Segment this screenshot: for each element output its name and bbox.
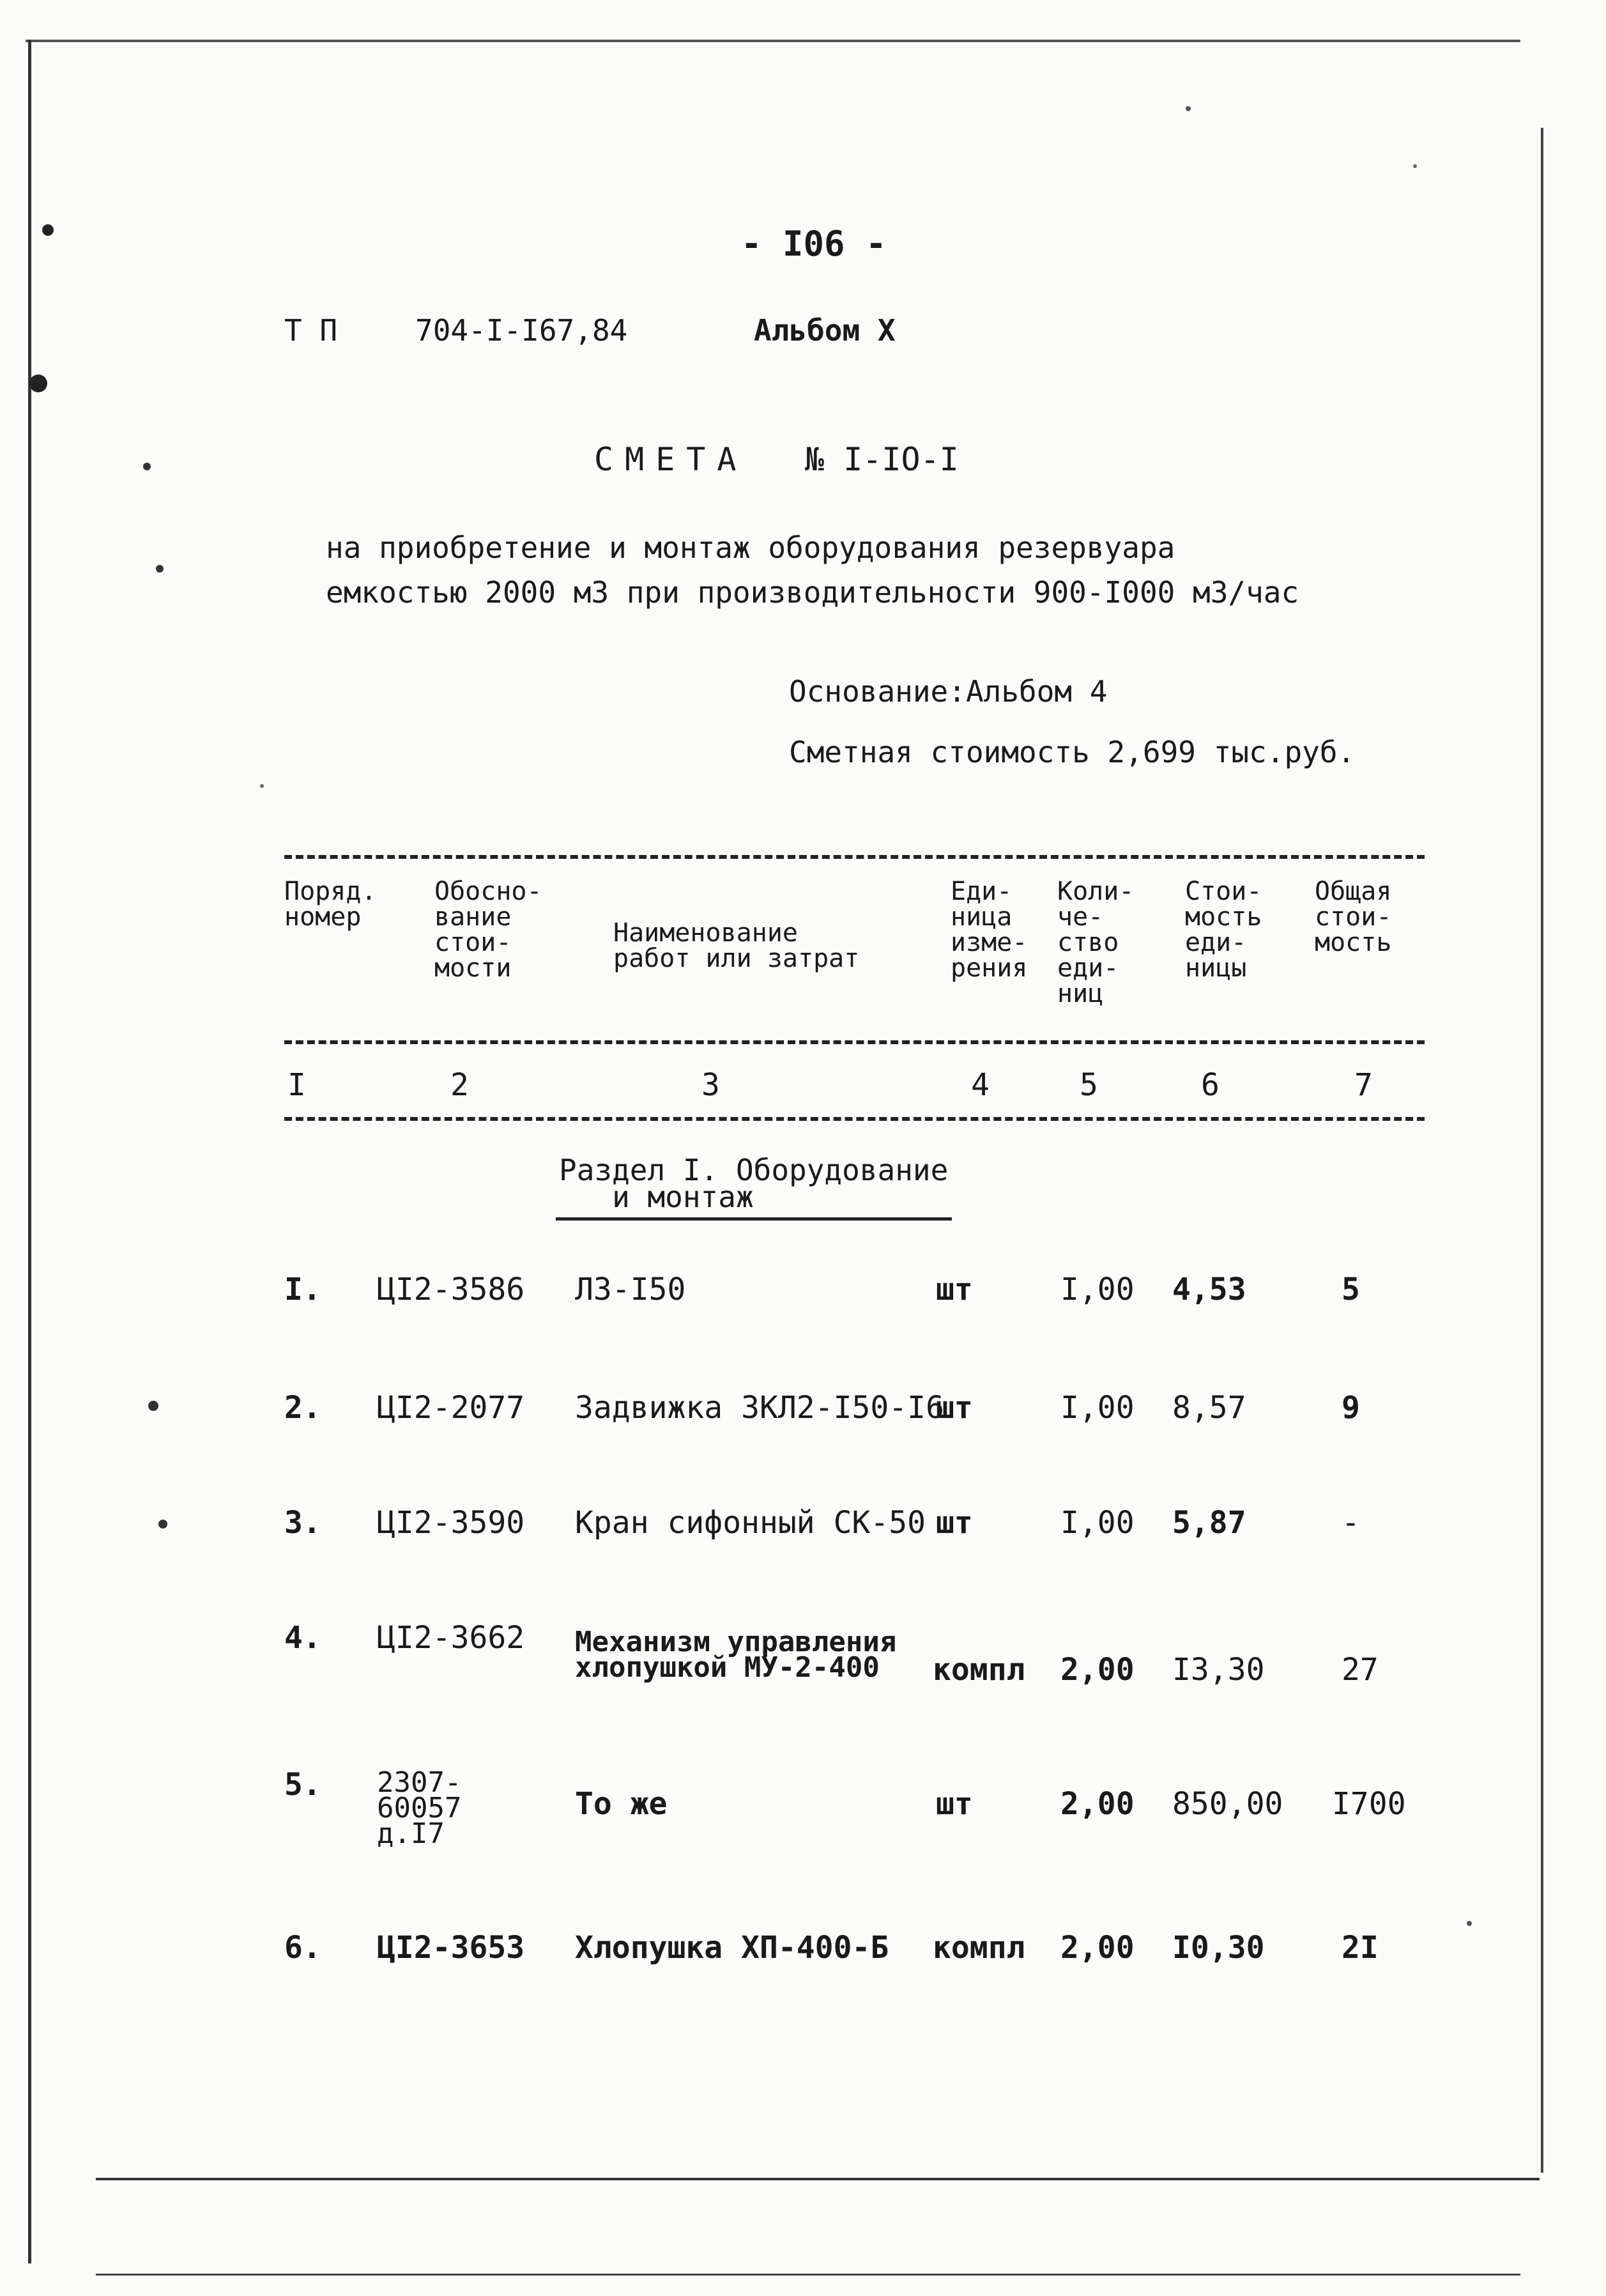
tp-label: Т П — [284, 313, 338, 348]
column-number-4: 4 — [971, 1067, 990, 1103]
row-3-quantity: I,00 — [1060, 1505, 1135, 1541]
row-2-total: 9 — [1342, 1390, 1360, 1426]
header-cost-basis: Обосно- вание стои- мости — [434, 877, 542, 983]
row-5-number: 5. — [284, 1767, 321, 1803]
header-quantity: Коли- че- ство еди- ниц — [1057, 877, 1135, 1008]
column-number-7: 7 — [1354, 1067, 1373, 1103]
row-6-unit: компл — [933, 1930, 1025, 1966]
row-4-name: Механизм управления хлопушкой МУ-2-400 — [575, 1626, 897, 1684]
row-3-basis: ЦI2-3590 — [377, 1505, 525, 1541]
tp-code: 704-I-I67,84 — [415, 313, 628, 348]
row-1-unit-cost: 4,53 — [1172, 1272, 1246, 1307]
row-1-unit: шт — [936, 1272, 973, 1307]
row-5-unit-cost: 850,00 — [1172, 1786, 1283, 1822]
row-6-unit-cost: I0,30 — [1172, 1930, 1265, 1966]
column-number-5: 5 — [1080, 1067, 1098, 1103]
column-number-3: 3 — [701, 1067, 720, 1103]
page-number: - I06 - — [741, 224, 887, 264]
description-line-2: емкостью 2000 м3 при производительности 900-I000 м3/час — [326, 575, 1299, 610]
row-4-total: 27 — [1342, 1652, 1379, 1688]
estimate-title: СМЕТА — [594, 441, 748, 478]
row-5-unit: шт — [936, 1786, 973, 1822]
row-3-unit-cost: 5,87 — [1172, 1505, 1246, 1541]
row-2-unit: шт — [936, 1390, 973, 1426]
header-unit: Еди- ница изме- рения — [951, 877, 1028, 983]
album-label: Альбом X — [754, 313, 896, 348]
row-5-total: I700 — [1332, 1786, 1406, 1822]
header-total-cost: Общая стои- мость — [1315, 877, 1392, 957]
row-1-basis: ЦI2-3586 — [377, 1272, 525, 1307]
header-work-name: Наименование работ или затрат — [613, 918, 860, 973]
row-4-unit-cost: I3,30 — [1172, 1652, 1265, 1688]
row-1-total: 5 — [1342, 1272, 1360, 1307]
description-line-1: на приобретение и монтаж оборудования резервуара — [326, 530, 1175, 565]
row-2-number: 2. — [284, 1390, 321, 1426]
row-3-unit: шт — [936, 1505, 973, 1541]
row-6-name: Хлопушка ХП-400-Б — [575, 1930, 889, 1966]
section-heading: Раздел I. Оборудование и монтаж — [559, 1153, 949, 1214]
column-number-1: I — [287, 1067, 306, 1103]
row-6-quantity: 2,00 — [1060, 1930, 1135, 1966]
row-4-number: 4. — [284, 1620, 321, 1656]
row-3-name: Кран сифонный СК-50 — [575, 1505, 926, 1541]
row-1-number: I. — [284, 1272, 321, 1307]
row-6-total: 2I — [1342, 1930, 1379, 1966]
row-2-name: Задвижка ЗКЛ2-I50-I6 — [575, 1390, 944, 1426]
row-6-basis: ЦI2-3653 — [377, 1930, 525, 1966]
estimated-cost: Сметная стоимость 2,699 тыс.руб. — [789, 735, 1356, 769]
header-unit-cost: Стои- мость еди- ницы — [1185, 877, 1262, 983]
row-6-number: 6. — [284, 1930, 321, 1966]
row-5-basis: 2307- 60057 д.I7 — [377, 1766, 462, 1850]
basis-reference: Основание:Альбом 4 — [789, 674, 1108, 709]
row-2-basis: ЦI2-2077 — [377, 1390, 525, 1426]
row-5-quantity: 2,00 — [1060, 1786, 1135, 1822]
row-4-unit: компл — [933, 1652, 1025, 1688]
row-1-quantity: I,00 — [1060, 1272, 1135, 1307]
row-3-total: - — [1342, 1505, 1360, 1541]
row-1-name: ЛЗ-I50 — [575, 1272, 686, 1307]
column-number-2: 2 — [450, 1067, 469, 1103]
header-order-number: Поряд. номер — [284, 877, 377, 932]
estimate-number: № I-IO-I — [805, 441, 959, 478]
row-2-quantity: I,00 — [1060, 1390, 1135, 1426]
row-4-quantity: 2,00 — [1060, 1652, 1135, 1688]
row-2-unit-cost: 8,57 — [1172, 1390, 1246, 1426]
row-4-basis: ЦI2-3662 — [377, 1620, 525, 1656]
row-5-name: То же — [575, 1786, 668, 1822]
column-number-6: 6 — [1201, 1067, 1220, 1103]
row-3-number: 3. — [284, 1505, 321, 1541]
